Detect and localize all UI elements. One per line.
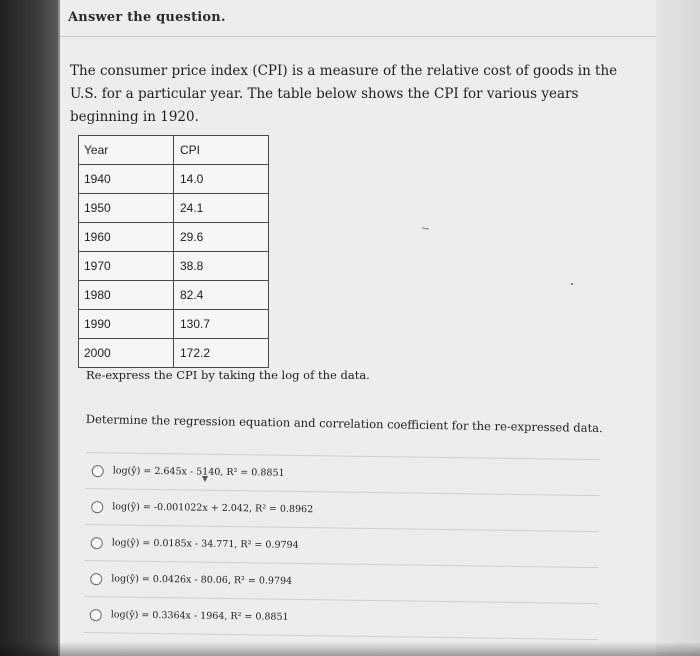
table-cell-cpi: 24.1: [174, 194, 269, 223]
radio-button[interactable]: [90, 609, 102, 621]
radio-button[interactable]: [91, 537, 103, 549]
table-cell-year: 1960: [79, 223, 174, 252]
table-cell-cpi: 172.2: [174, 339, 269, 368]
table-cell-cpi: 38.8: [174, 252, 269, 281]
right-margin: [656, 0, 700, 656]
cpi-table: [78, 135, 269, 368]
table-cell-cpi: 14.0: [174, 165, 269, 194]
table-row: [79, 252, 269, 281]
table-row: [79, 281, 269, 310]
radio-button[interactable]: [90, 573, 102, 585]
answer-option-label: log(ŷ) = 0.3364x - 1964, R² = 0.8851: [110, 609, 289, 623]
table-cell-year: 1940: [79, 165, 174, 194]
table-row: [79, 310, 269, 339]
table-row: [79, 165, 269, 194]
answer-option-label: log(ŷ) = 2.645x - 5140, R² = 0.8851: [112, 465, 285, 479]
answer-options: [83, 452, 599, 640]
table-header-cpi: CPI: [174, 136, 269, 165]
question-text: Determine the regression equation and correlation coefficient for the re-expressed data.: [85, 412, 603, 436]
table-cell-year: 1980: [79, 281, 174, 310]
question-prompt: The consumer price index (CPI) is a measure of the relative cost of goods in the U.S. for a particular year. The table below shows the CPI for various years beginning in 1920.: [70, 63, 618, 125]
monitor-bezel: [0, 0, 58, 656]
table-cell-cpi: 82.4: [174, 281, 269, 310]
answer-option-label: log(ŷ) = -0.001022x + 2.042, R² = 0.8962: [112, 501, 314, 516]
panel-divider: [58, 0, 60, 656]
stray-dot: [571, 283, 573, 285]
instruction-text: Re-express the CPI by taking the log of the data.: [86, 368, 370, 382]
header-divider: [60, 36, 656, 37]
table-cell-year: 1950: [79, 194, 174, 223]
table-header-row: [79, 136, 269, 165]
table-cell-year: 1970: [79, 252, 174, 281]
radio-button[interactable]: [91, 501, 103, 513]
mouse-cursor-icon: [202, 476, 208, 482]
header-title: Answer the question.: [68, 10, 226, 25]
answer-option-label: log(ŷ) = 0.0426x - 80.06, R² = 0.9794: [111, 573, 293, 587]
table-cell-year: 2000: [79, 339, 174, 368]
bottom-shadow: [0, 642, 700, 656]
table-header-year: Year: [79, 136, 174, 165]
table-cell-year: 1990: [79, 310, 174, 339]
table-cell-cpi: 130.7: [174, 310, 269, 339]
table-cell-cpi: 29.6: [174, 223, 269, 252]
answer-option-label: log(ŷ) = 0.0185x - 34.771, R² = 0.9794: [111, 537, 299, 551]
table-row: [79, 339, 269, 368]
table-row: [79, 223, 269, 252]
table-row: [79, 194, 269, 223]
radio-button[interactable]: [92, 465, 104, 477]
answer-option-e[interactable]: [83, 597, 597, 640]
